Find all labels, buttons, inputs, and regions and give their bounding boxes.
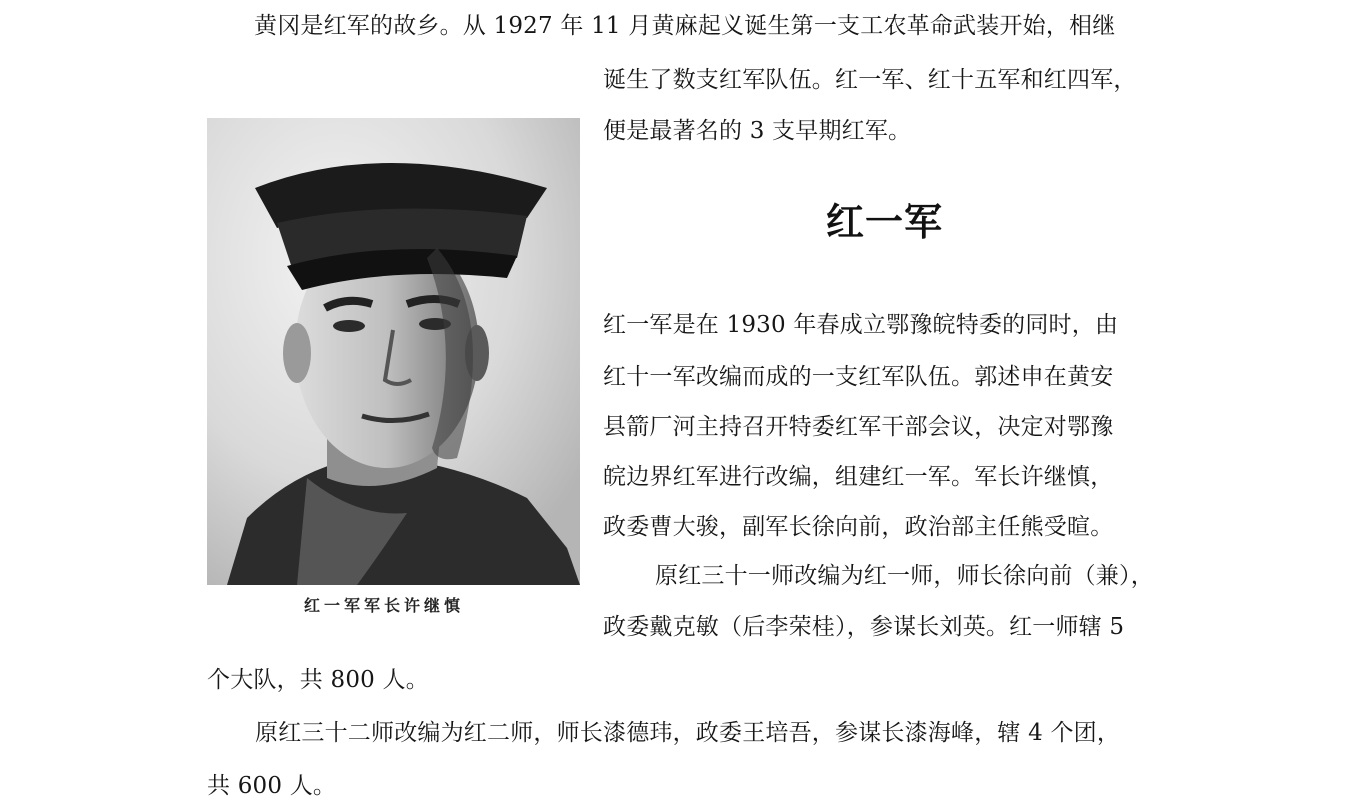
body-p2-line-2: 政委戴克敏（后李荣桂），参谋长刘英。红一师辖 5 [603, 614, 1125, 640]
photo-caption: 红一军军长许继慎 [304, 596, 465, 615]
intro-line-3: 便是最著名的 3 支早期红军。 [603, 118, 912, 144]
intro-line-1: 黄冈是红军的故乡。从 1927 年 11 月黄麻起义诞生第一支工农革命武装开始，相继 [254, 13, 1116, 39]
body-p3-line-1: 原红三十二师改编为红二师，师长漆德玮，政委王培吾，参谋长漆海峰，辖 4 个团， [255, 720, 1121, 746]
body-p1-line-3: 县箭厂河主持召开特委红军干部会议，决定对鄂豫 [603, 414, 1114, 440]
intro-line-2: 诞生了数支红军队伍。红一军、红十五军和红四军， [603, 67, 1137, 93]
body-p1-line-4: 皖边界红军进行改编，组建红一军。军长许继慎， [603, 464, 1114, 490]
body-p3-line-2: 共 600 人。 [207, 773, 337, 799]
body-p1-line-1: 红一军是在 1930 年春成立鄂豫皖特委的同时，由 [603, 312, 1119, 338]
portrait-photo-icon [207, 118, 580, 585]
body-p2-line-1: 原红三十一师改编为红一师，师长徐向前（兼）， [655, 563, 1154, 589]
body-p2-line-3: 个大队，共 800 人。 [207, 667, 429, 693]
body-p1-line-5: 政委曹大骏，副军长徐向前，政治部主任熊受暄。 [603, 514, 1114, 540]
body-p1-line-2: 红十一军改编而成的一支红军队伍。郭述申在黄安 [603, 364, 1114, 390]
portrait-photo [207, 118, 580, 585]
section-heading: 红一军 [826, 200, 944, 244]
